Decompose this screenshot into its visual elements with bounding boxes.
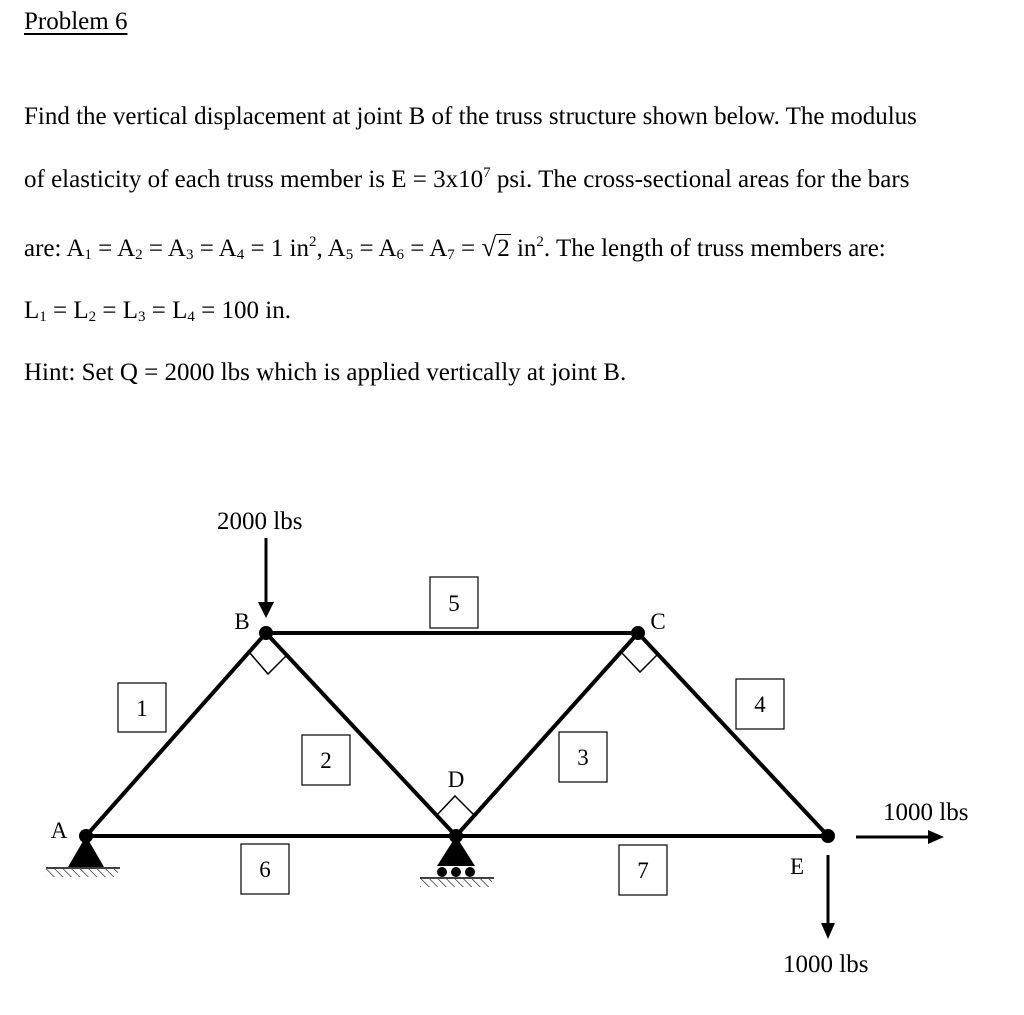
joint-label-d: D bbox=[447, 767, 465, 792]
member-label-3: 3 bbox=[577, 745, 589, 770]
truss-diagram bbox=[0, 480, 1024, 1015]
joint-label-a: A bbox=[50, 818, 68, 843]
right-angle-marker-b bbox=[249, 652, 287, 674]
load-arrow-e-horizontal bbox=[856, 830, 944, 844]
joint-a bbox=[79, 829, 93, 843]
paragraph-modulus: of elasticity of each truss member is $E = 3x10^7$ psi. The cross-sectional areas for the bars bbox=[24, 165, 910, 193]
member-label-4: 4 bbox=[754, 692, 766, 717]
hint-text: Hint: Set Q = 2000 lbs which is applied vertically at joint B. bbox=[24, 359, 627, 386]
member-3 bbox=[456, 633, 638, 836]
joint-b bbox=[259, 626, 273, 640]
joint-e bbox=[821, 829, 835, 843]
square-root: √2 bbox=[481, 232, 510, 262]
roller-support-d bbox=[420, 836, 494, 887]
load-arrow-b bbox=[258, 538, 274, 618]
paragraph-statement: Find the vertical displacement at joint B of the truss structure shown below. The modulus bbox=[24, 103, 917, 130]
joint-d bbox=[449, 829, 463, 843]
paragraph-lengths: $L_1 = L_2 = L_3 = L_4 = 100$ in. bbox=[24, 297, 291, 325]
member-label-2: 2 bbox=[320, 748, 332, 773]
member-label-1: 1 bbox=[136, 696, 148, 721]
load-label-b: 2000 lbs bbox=[217, 508, 303, 535]
joint-label-e: E bbox=[789, 854, 805, 879]
member-1 bbox=[86, 633, 266, 836]
right-angle-marker-d bbox=[437, 796, 474, 815]
member-label-7: 7 bbox=[637, 858, 649, 883]
problem-title: Problem 6 bbox=[24, 8, 128, 35]
member-4 bbox=[638, 633, 828, 836]
joint-c bbox=[631, 626, 645, 640]
member-2 bbox=[266, 633, 456, 836]
joint-label-c: C bbox=[650, 609, 666, 634]
load-arrow-e-vertical bbox=[821, 855, 835, 939]
member-label-5: 5 bbox=[448, 591, 460, 616]
right-angle-marker-c bbox=[621, 652, 658, 672]
load-label-e-horizontal: 1000 lbs bbox=[883, 799, 969, 826]
joint-label-b: B bbox=[234, 609, 250, 634]
paragraph-areas: are: $A_1 = A_2 = A_3 = A_4 = 1$ $in^2$, $A_5 = A_6 = A_7 = √2$ $in^2$. The length of truss members are: bbox=[24, 232, 886, 263]
load-label-e-vertical: 1000 lbs bbox=[783, 951, 869, 978]
member-label-6: 6 bbox=[259, 857, 271, 882]
